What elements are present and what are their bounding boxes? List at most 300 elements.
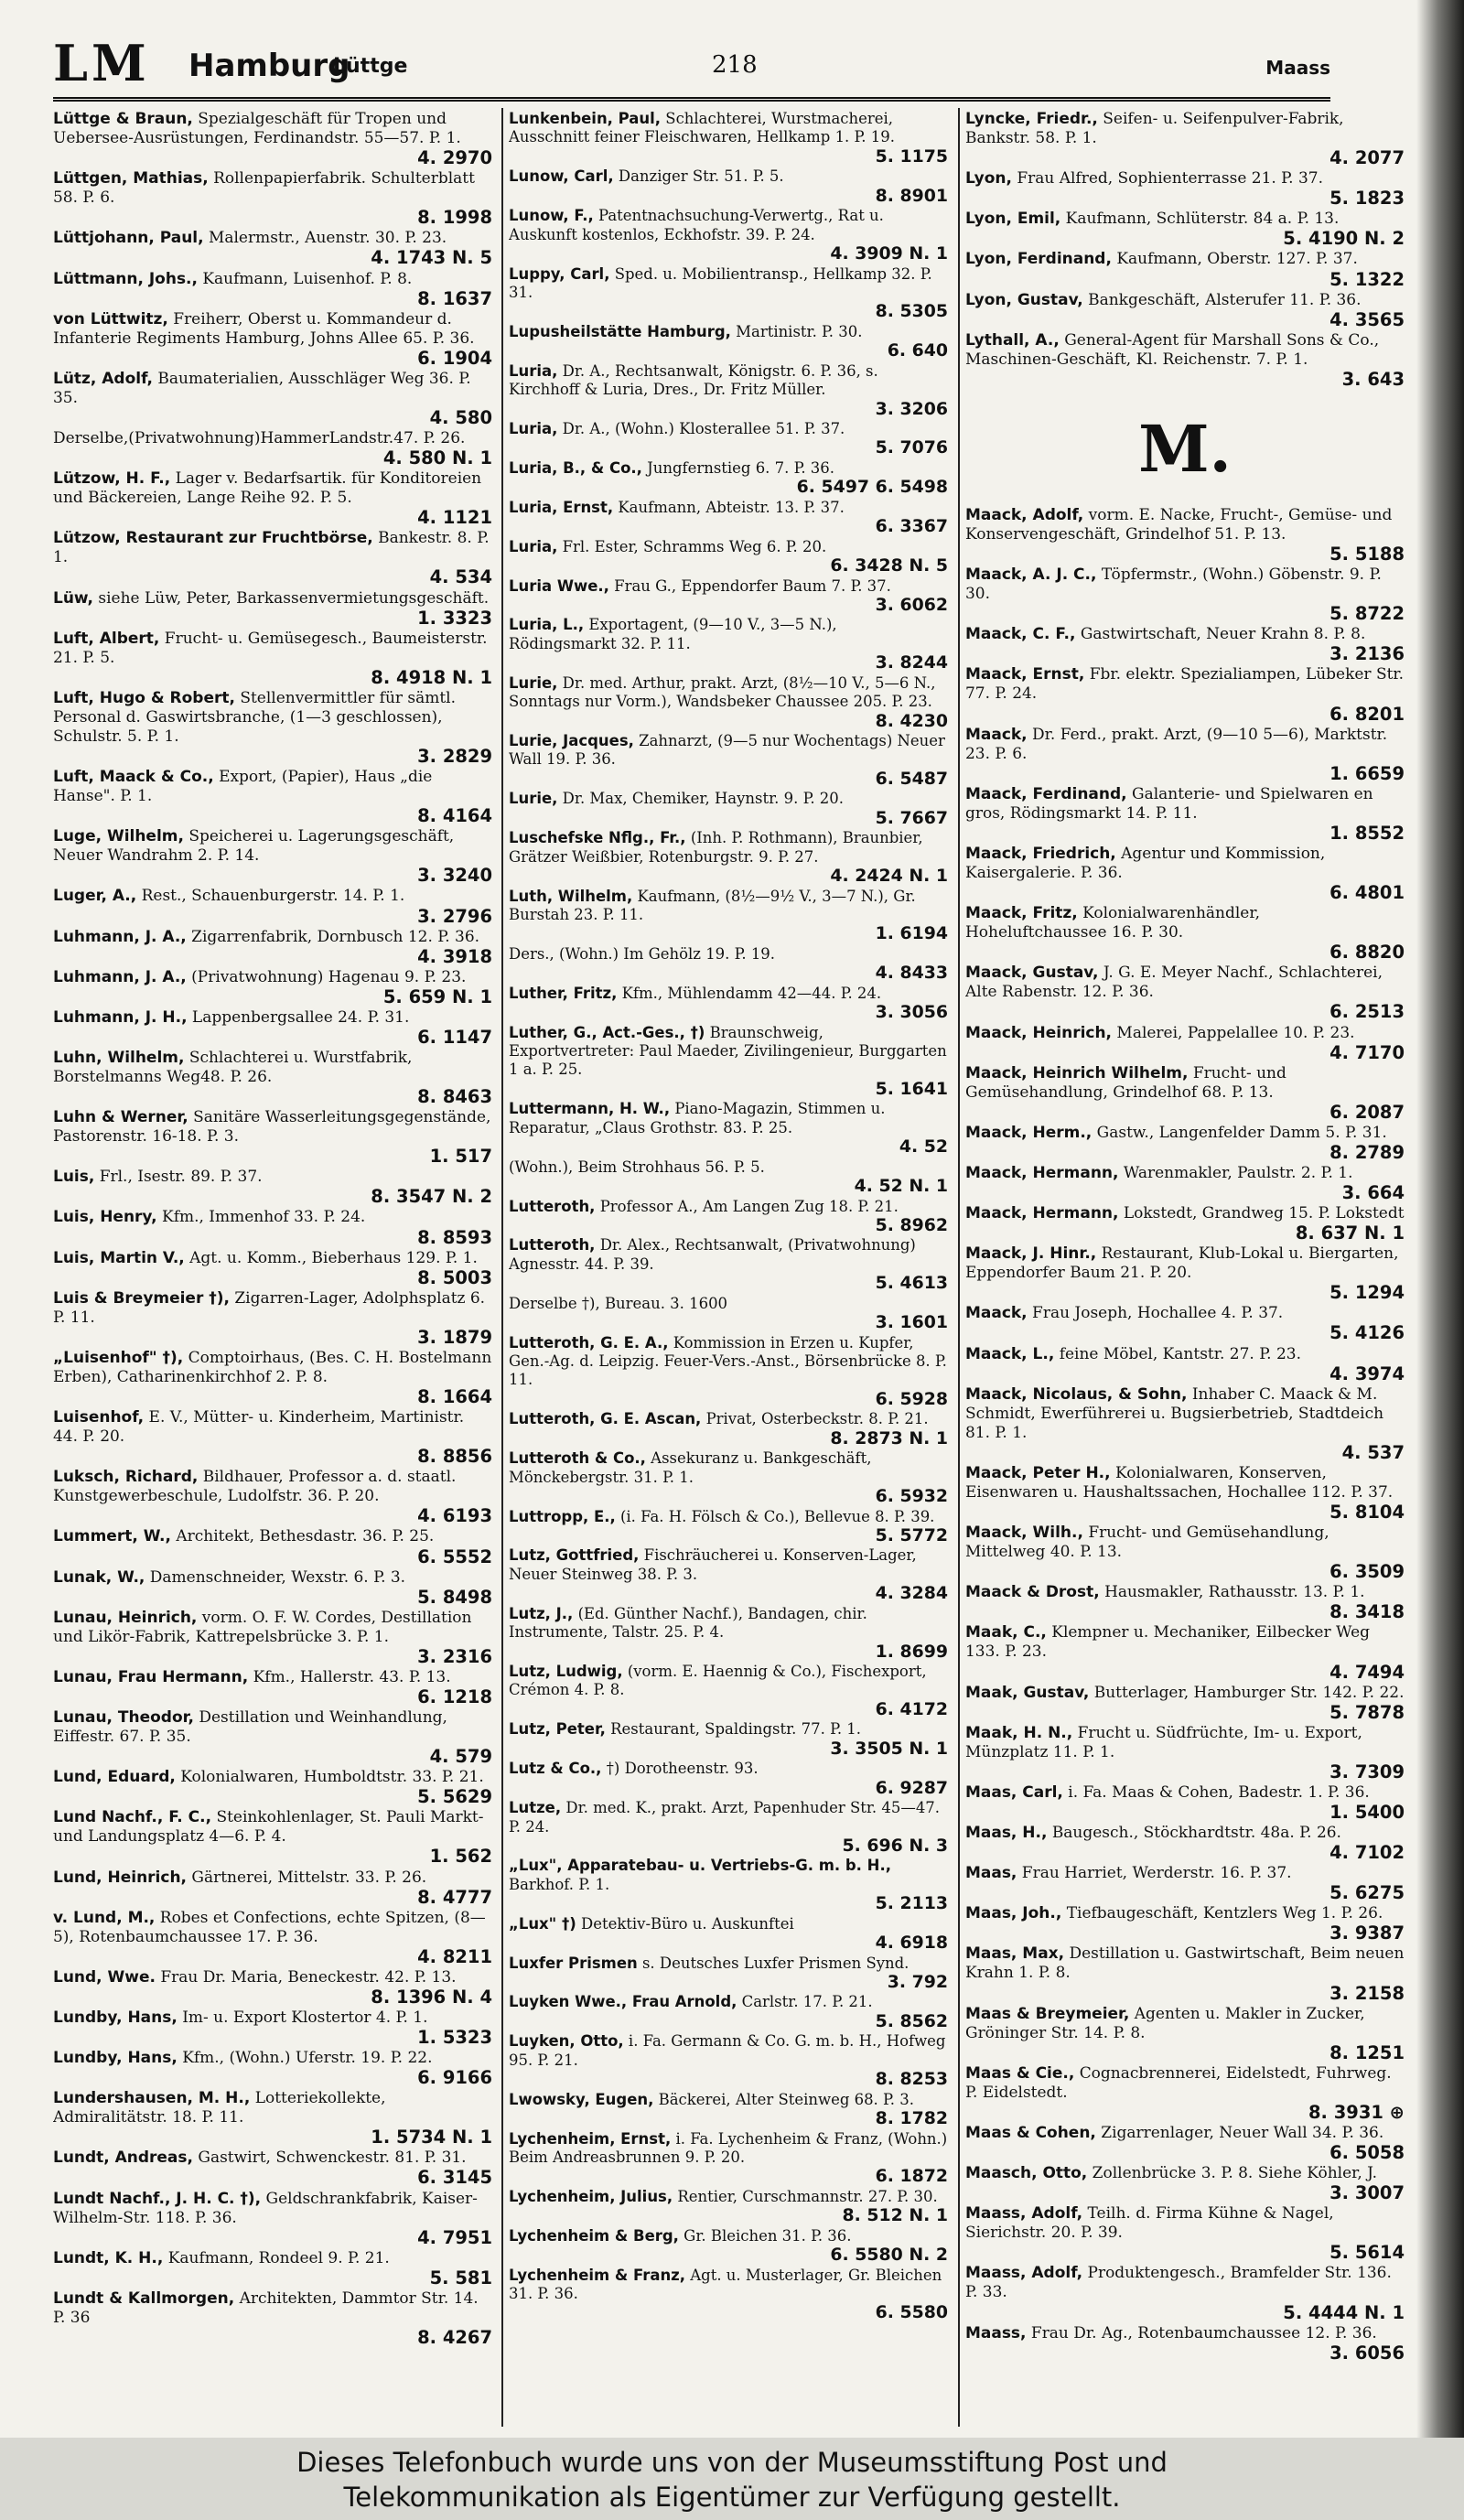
entry-phone: 4. 2424 N. 1 <box>830 866 948 887</box>
entry-name: Maack, <box>965 725 1028 744</box>
directory-entry <box>53 1349 492 1406</box>
entry-name: „Lux", Apparatebau- u. Vertriebs-G. m. b. H., <box>509 1857 891 1875</box>
directory-entry <box>965 1623 1405 1681</box>
entry-details: Warenmakler, Paulstr. 2. P. 1. <box>1123 1163 1353 1182</box>
entry-details: Cognacbrennerei, Eidelstedt, Fuhrweg. P. Eidelstedt. <box>965 2063 1392 2102</box>
entry-phone: 5. 4613 <box>875 1273 948 1294</box>
entry-details: Kfm., Hallerstr. 43. P. 13. <box>253 1667 451 1686</box>
entry-phone: 3. 6056 <box>1329 2342 1405 2364</box>
entry-name: Maass, Adolf, <box>965 2204 1083 2224</box>
entry-name: Lundt, K. H., <box>53 2248 164 2267</box>
directory-entry <box>965 2164 1405 2202</box>
entry-phone: 8. 637 N. 1 <box>1295 1222 1405 1244</box>
directory-entry <box>53 469 492 527</box>
entry-name: Maas, Carl, <box>965 1782 1063 1802</box>
entry-name: Maas & Cohen, <box>965 2123 1096 2142</box>
entry-phone: 4. 537 <box>1341 1441 1405 1463</box>
entry-details: Malermstr., Auenstr. 30. P. 23. <box>208 229 447 248</box>
entry-phone: 4. 1121 <box>417 507 492 529</box>
directory-entry <box>509 1024 948 1099</box>
entry-details: Kfm., Mühlendamm 42—44. P. 24. <box>621 984 882 1002</box>
entry-phone: 4. 8433 <box>875 963 948 984</box>
entry-name: Maass, <box>965 2323 1027 2342</box>
entry-phone: 8. 4267 <box>417 2326 492 2348</box>
entry-phone: 8. 512 N. 1 <box>842 2205 948 2226</box>
entry-phone: 4. 8211 <box>417 1945 492 1967</box>
entry-details: Hausmakler, Rathausstr. 13. P. 1. <box>1104 1583 1365 1602</box>
directory-entry <box>53 827 492 885</box>
entry-name: Lützow, Restaurant zur Fruchtbörse, <box>53 529 373 548</box>
directory-entry <box>53 1008 492 1047</box>
entry-name: Maack, Hermann, <box>965 1163 1119 1182</box>
entry-name: Lundershausen, M. H., <box>53 2089 251 2108</box>
entry-name: Maas & Breymeier, <box>965 2004 1130 2023</box>
directory-entry <box>53 2249 492 2288</box>
entry-details: Rest., Schauenburgerstr. 14. P. 1. <box>141 887 405 906</box>
entry-name: Maack, <box>965 1304 1028 1323</box>
entry-name: Lutteroth, <box>509 1197 596 1215</box>
entry-details: vorm. O. F. W. Cordes, Destillation und Likör-Fabrik, Kattrepelsbrücke 3. P. 1. <box>53 1608 472 1646</box>
entry-details: Töpfermstr., (Wohn.) Göbenstr. 9. P. 30. <box>965 565 1382 604</box>
entry-name: Luria, Ernst, <box>509 498 614 516</box>
entry-details: Dr. med. Arthur, prakt. Arzt, (8½—10 V., 5—6 N., Sonntags nur Vorm.), Wandsbeker Chaussee 205. P. 23. <box>509 673 936 711</box>
entry-name: Luhn & Werner, <box>53 1108 188 1127</box>
entry-name: Lüttjohann, Paul, <box>53 229 204 248</box>
header-city: Hamburg <box>188 48 350 84</box>
directory-entry <box>509 1955 948 1992</box>
entry-phone: 6. 8201 <box>1329 703 1405 725</box>
directory-entry <box>965 964 1405 1021</box>
entry-details: Zahnarzt, (9—5 nur Wochentags) Neuer Wall 19. P. 36. <box>509 732 945 769</box>
directory-entry <box>509 1295 948 1332</box>
entry-details: Lotteriekollekte, Admiralitätstr. 18. P. 11. <box>53 2089 386 2127</box>
header-rule <box>53 97 1330 102</box>
directory-entry <box>53 2008 492 2047</box>
entry-phone: 1. 562 <box>429 1846 492 1868</box>
directory-entry <box>965 2204 1405 2262</box>
entry-name: Lundby, Hans, <box>53 2008 178 2027</box>
entry-name: Luria, <box>509 420 558 437</box>
entry-phone: 6. 8820 <box>1329 942 1405 964</box>
entry-details: Baumaterialien, Ausschläger Weg 36. P. 35. <box>53 369 471 407</box>
directory-entry <box>509 420 948 458</box>
entry-details: Patentnachsuchung-Verwertg., Rat u. Auskunft kostenlos, Eckhofstr. 39. P. 24. <box>509 207 884 243</box>
entry-details: Stellenvermittler für sämtl. Personal d. Gaswirtsbranche, (1—3 geschlossen), Schulstr. 5. P. 1. <box>53 688 457 746</box>
entry-phone: 4. 7494 <box>1329 1661 1405 1683</box>
column-3 <box>965 110 1405 2425</box>
entry-name: Lutteroth, <box>509 1236 596 1255</box>
directory-entry <box>965 1904 1405 1943</box>
entry-phone: 5. 2113 <box>875 1893 948 1914</box>
entry-details: Bankgeschäft, Alsterufer 11. P. 36. <box>1088 290 1362 309</box>
entry-name: Lychenheim & Franz, <box>509 2266 686 2284</box>
directory-entry <box>53 529 492 587</box>
entry-name: Lund, Wwe. <box>53 1967 156 1987</box>
entry-details: Gastwirt, Schwenckestr. 81. P. 31. <box>198 2148 467 2168</box>
directory-entry <box>509 616 948 672</box>
entry-name: Lundt Nachf., J. H. C. †), <box>53 2189 262 2208</box>
directory-entry <box>965 2005 1405 2062</box>
entry-phone: 4. 6193 <box>417 1505 492 1527</box>
entry-details: Architekt, Bethesdastr. 36. P. 25. <box>176 1527 435 1546</box>
entry-phone: 3. 3007 <box>1329 2182 1405 2204</box>
entry-details: Baugesch., Stöckhardtstr. 48a. P. 26. <box>1051 1824 1341 1842</box>
entry-phone: 4. 3565 <box>1329 308 1405 330</box>
entry-name: Lychenheim, Ernst, <box>509 2129 672 2148</box>
entry-name: Lund Nachf., F. C., <box>53 1808 212 1827</box>
entry-phone: 6. 5487 <box>875 768 948 789</box>
entry-name: Lutz, Gottfried, <box>509 1546 640 1565</box>
entry-phone: 6. 640 <box>887 340 948 361</box>
directory-entry <box>509 1100 948 1156</box>
directory-entry <box>509 538 948 576</box>
entry-phone: 6. 2087 <box>1329 1101 1405 1123</box>
entry-phone: 8. 3418 <box>1329 1601 1405 1623</box>
entry-name: Luis, Martin V., <box>53 1248 185 1267</box>
header-last-entry: Maass <box>1265 57 1330 79</box>
entry-name: Lund, Eduard, <box>53 1768 176 1787</box>
directory-entry <box>53 1468 492 1525</box>
directory-entry <box>509 2188 948 2225</box>
entry-details: Im- u. Export Klostertor 4. P. 1. <box>182 2008 428 2027</box>
directory-entry <box>509 1334 948 1409</box>
entry-phone: 4. 52 N. 1 <box>854 1176 948 1197</box>
entry-details: Kfm., Immenhof 33. P. 24. <box>162 1208 366 1227</box>
entry-details: Bankestr. 8. P. 1. <box>53 529 490 567</box>
entry-name: Luhmann, J. H., <box>53 1007 188 1027</box>
entry-phone: 1. 8552 <box>1329 822 1405 844</box>
entry-phone: 3. 1879 <box>417 1326 492 1348</box>
entry-details: Agt. u. Musterlager, Gr. Bleichen 31. P. 36. <box>509 2266 942 2302</box>
entry-phone: 8. 8253 <box>875 2069 948 2090</box>
entry-name: Luhmann, J. A., <box>53 927 187 946</box>
entry-phone: 8. 1396 N. 4 <box>371 1986 492 2008</box>
entry-name: Maack, Ferdinand, <box>965 784 1127 803</box>
entry-details: Zollenbrücke 3. P. 8. Siehe Köhler, J. <box>1092 2164 1378 2183</box>
entry-phone: 4. 1743 N. 5 <box>371 247 492 269</box>
entry-phone: 8. 3931 ⊕ <box>1308 2101 1405 2123</box>
entry-name: Maack, Fritz, <box>965 904 1078 923</box>
entry-phone: 4. 580 N. 1 <box>382 447 492 469</box>
directory-entry <box>965 210 1405 248</box>
directory-entry <box>509 1799 948 1855</box>
entry-name: Lurie, Jacques, <box>509 732 634 749</box>
directory-entry <box>509 1857 948 1912</box>
entry-name: Lutz, J., <box>509 1604 574 1622</box>
entry-details: Seifen- u. Seifenpulver-Fabrik, Bankstr. 58. P. 1. <box>965 110 1344 148</box>
entry-name: Lundt & Kallmorgen, <box>53 2288 235 2308</box>
entry-phone: 8. 2873 N. 1 <box>830 1427 948 1448</box>
directory-entry <box>509 167 948 205</box>
entry-details: Martinistr. P. 30. <box>736 322 863 340</box>
entry-name: Luyken Wwe., Frau Arnold, <box>509 1993 737 2011</box>
entry-details: Frau G., Eppendorfer Baum 7. P. 37. <box>614 576 891 595</box>
directory-entry <box>53 1408 492 1466</box>
entry-details: Agt. u. Komm., Bieberhaus 129. P. 1. <box>189 1248 478 1267</box>
entry-phone: 3. 664 <box>1341 1182 1405 1203</box>
entry-phone: 3. 3505 N. 1 <box>830 1738 948 1759</box>
entry-details: Freiherr, Oberst u. Kommandeur d. Infanterie Regiments Hamburg, Johns Allee 65. P. 36. <box>53 309 475 348</box>
entry-details: Derselbe †), Bureau. 3. 1600 <box>509 1294 728 1312</box>
entry-details: Frl. Ester, Schramms Weg 6. P. 20. <box>562 537 827 555</box>
entry-details: Frau Dr. Maria, Beneckestr. 42. P. 13. <box>160 1967 457 1987</box>
entry-details: Schlachterei u. Wurstfabrik, Borstelmanns Weg48. P. 26. <box>53 1048 413 1086</box>
entry-details: Dr. Ferd., prakt. Arzt, (9—10 5—6), Marktstr. 23. P. 6. <box>965 725 1388 763</box>
directory-entry <box>53 1768 492 1806</box>
entry-phone: 6. 5552 <box>417 1545 492 1567</box>
entry-phone: 5. 8962 <box>875 1214 948 1235</box>
entry-name: Lutz, Ludwig, <box>509 1663 623 1680</box>
entry-phone: 4. 52 <box>899 1136 948 1158</box>
entry-name: Lunau, Heinrich, <box>53 1608 198 1627</box>
entry-details: Kaufmann, Rondeel 9. P. 21. <box>167 2248 390 2267</box>
entry-details: Frl., Isestr. 89. P. 37. <box>99 1168 263 1187</box>
entry-phone: 1. 517 <box>429 1146 492 1168</box>
entry-details: Bildhauer, Professor a. d. staatl. Kunstgewerbeschule, Ludolfstr. 36. P. 20. <box>53 1468 457 1506</box>
entry-details: Barkhof. P. 1. <box>509 1875 610 1893</box>
entry-name: Luyken, Otto, <box>509 2032 624 2051</box>
entry-phone: 6. 3145 <box>417 2167 492 2189</box>
entry-details: Frucht- u. Gemüsegesch., Baumeisterstr. 21. P. 5. <box>53 629 488 667</box>
entry-phone: 5. 1823 <box>1329 188 1405 210</box>
entry-details: Zigarren-Lager, Adolphsplatz 6. P. 11. <box>53 1288 486 1327</box>
directory-entry <box>509 2267 948 2322</box>
entry-details: Ders., (Wohn.) Im Gehölz 19. P. 19. <box>509 944 776 963</box>
directory-entry <box>53 1049 492 1106</box>
entry-name: Luis, <box>53 1168 95 1187</box>
directory-entry <box>53 2289 492 2347</box>
entry-details: i. Fa. Maas & Cohen, Badestr. 1. P. 36. <box>1068 1782 1370 1802</box>
entry-details: Destillation u. Gastwirtschaft, Beim neuen Krahn 1. P. 8. <box>965 1944 1405 1983</box>
entry-name: Lyon, Gustav, <box>965 290 1083 309</box>
entry-name: Lurie, <box>509 790 558 808</box>
entry-phone: 3. 2796 <box>417 905 492 927</box>
entry-details: Kolonialwaren, Konserven, Eisenwaren u. Haushaltssachen, Hochallee 112. P. 37. <box>965 1463 1394 1502</box>
entry-details: (Wohn.), Beim Strohhaus 56. P. 5. <box>509 1158 765 1176</box>
entry-details: Gastw., Langenfelder Damm 5. P. 31. <box>1096 1123 1387 1142</box>
entry-phone: 5. 8498 <box>417 1586 492 1608</box>
entry-name: Lyon, Ferdinand, <box>965 250 1112 269</box>
entry-name: Maas, Joh., <box>965 1904 1062 1923</box>
entry-phone: 8. 1251 <box>1329 2041 1405 2063</box>
entry-phone: 4. 580 <box>429 406 492 428</box>
directory-entry <box>965 726 1405 783</box>
entry-name: Maack, Hermann, <box>965 1204 1119 1223</box>
entry-phone: 5. 4126 <box>1329 1322 1405 1344</box>
entry-name: Lund, Heinrich, <box>53 1868 187 1887</box>
header-letters: LM <box>53 34 150 92</box>
entry-phone: 8. 1664 <box>417 1386 492 1407</box>
entry-details: Braunschweig, Exportvertreter: Paul Maeder, Zivilingenieur, Burggarten 1 a. P. 25. <box>509 1023 947 1079</box>
directory-entry <box>53 2089 492 2147</box>
entry-phone: 8. 5305 <box>875 301 948 322</box>
directory-entry <box>509 1158 948 1196</box>
entry-phone: 5. 7076 <box>875 437 948 458</box>
entry-phone: 5. 4444 N. 1 <box>1283 2301 1405 2323</box>
directory-entry <box>53 887 492 925</box>
entry-phone: 5. 5188 <box>1329 544 1405 565</box>
entry-name: Luther, Fritz, <box>509 984 618 1002</box>
directory-entry <box>509 1915 948 1953</box>
entry-name: Lüttmann, Johs., <box>53 269 198 288</box>
entry-phone: 3. 792 <box>887 1972 948 1992</box>
entry-name: Luisenhof, <box>53 1408 145 1427</box>
directory-entry <box>965 1024 1405 1062</box>
entry-name: Lyncke, Friedr., <box>965 110 1098 128</box>
directory-entry <box>509 2032 948 2088</box>
entry-name: Lüttgen, Mathias, <box>53 169 209 188</box>
entry-phone: 6. 5932 <box>875 1486 948 1507</box>
directory-entry <box>965 1385 1405 1462</box>
entry-name: Luhmann, J. A., <box>53 967 187 986</box>
entry-details: Butterlager, Hamburger Str. 142. P. 22. <box>1093 1683 1405 1702</box>
directory-entry <box>53 1968 492 2007</box>
directory-entry <box>509 888 948 943</box>
entry-name: Lyon, Emil, <box>965 210 1061 229</box>
entry-phone: 5. 696 N. 3 <box>842 1835 948 1856</box>
directory-entry <box>965 785 1405 843</box>
directory-entry <box>509 945 948 983</box>
entry-name: Luttermann, H. W., <box>509 1100 671 1118</box>
entry-name: Lunkenbein, Paul, <box>509 110 662 127</box>
entry-details: (vorm. E. Haennig & Co.), Fischexport, Crémon 4. P. 8. <box>509 1663 927 1699</box>
entry-phone: 6. 1147 <box>417 1026 492 1048</box>
entry-name: Luria, <box>509 537 558 555</box>
entry-details: Klempner u. Mechaniker, Eilbecker Weg 133. P. 23. <box>965 1623 1370 1662</box>
entry-name: „Lux" †) <box>509 1914 576 1933</box>
directory-entry <box>53 1168 492 1206</box>
entry-name: Lütz, Adolf, <box>53 369 153 388</box>
entry-name: Maak, C., <box>965 1623 1047 1642</box>
column-divider <box>501 108 503 2427</box>
entry-name: Lunow, F., <box>509 207 594 225</box>
entry-name: Luft, Albert, <box>53 629 160 648</box>
directory-entry <box>509 577 948 615</box>
entry-name: Maas, H., <box>965 1824 1048 1842</box>
directory-entry <box>509 985 948 1022</box>
directory-entry <box>509 1663 948 1718</box>
entry-name: Lunau, Frau Hermann, <box>53 1667 249 1686</box>
entry-name: von Lüttwitz, <box>53 309 168 328</box>
entry-details: (Ed. Günther Nachf.), Bandagen, chir. Instrumente, Talstr. 25. P. 4. <box>509 1604 867 1642</box>
column-1 <box>53 110 492 2425</box>
entry-details: Dr. A., (Wohn.) Klosterallee 51. P. 37. <box>562 420 845 437</box>
entry-phone: 6. 2513 <box>1329 1001 1405 1023</box>
directory-entry <box>509 265 948 321</box>
directory-entry <box>965 1244 1405 1302</box>
directory-entry <box>509 1760 948 1797</box>
directory-entry <box>509 1993 948 2030</box>
entry-details: Robes et Confections, echte Spitzen, (8—5), Rotenbaumchaussee 17. P. 36. <box>53 1908 486 1946</box>
directory-entry <box>53 1609 492 1666</box>
directory-entry <box>509 1236 948 1292</box>
entry-phone: 1. 8699 <box>875 1641 948 1662</box>
entry-details: Frucht- und Gemüsehandlung, Mittelweg 40. P. 13. <box>965 1524 1329 1562</box>
directory-entry <box>965 2064 1405 2122</box>
directory-entry <box>53 2190 492 2247</box>
entry-details: Teilh. d. Firma Kühne & Nagel, Sierichstr. 20. P. 39. <box>965 2204 1334 2243</box>
directory-entry <box>53 110 492 167</box>
directory-entry <box>53 689 492 766</box>
directory-entry <box>965 625 1405 663</box>
entry-name: Maack, J. Hinr., <box>965 1244 1097 1264</box>
page-number: 218 <box>712 51 758 79</box>
entry-details: Geldschrankfabrik, Kaiser-Wilhelm-Str. 118. P. 36. <box>53 2189 478 2227</box>
entry-name: Lutze, <box>509 1799 562 1817</box>
directory-entry <box>509 1449 948 1505</box>
entry-details: E. V., Mütter- u. Kinderheim, Martinistr. 44. P. 20. <box>53 1408 465 1447</box>
entry-phone: 6. 9287 <box>875 1777 948 1798</box>
entry-phone: 3. 2158 <box>1329 1982 1405 2004</box>
directory-entry <box>965 904 1405 962</box>
directory-entry <box>509 207 948 263</box>
entry-name: Lwowsky, Eugen, <box>509 2090 654 2108</box>
entry-details: Piano-Magazin, Stimmen u. Reparatur, „Claus Grothstr. 83. P. 25. <box>509 1100 886 1136</box>
entry-phone: 1. 6659 <box>1329 762 1405 784</box>
directory-entry <box>509 674 948 730</box>
entry-details: Kaufmann, Luisenhof. P. 8. <box>202 269 413 288</box>
entry-phone: 4. 3974 <box>1329 1362 1405 1384</box>
entry-name: Luria, L., <box>509 616 585 634</box>
entry-name: Lunau, Theodor, <box>53 1708 194 1727</box>
directory-entry <box>509 1546 948 1602</box>
directory-entry <box>53 968 492 1007</box>
entry-details: s. Deutsches Luxfer Prismen Synd. <box>641 1954 910 1972</box>
entry-details: Kfm., (Wohn.) Uferstr. 19. P. 22. <box>182 2049 433 2068</box>
entry-phone: 4. 579 <box>429 1746 492 1768</box>
directory-entry <box>965 665 1405 723</box>
directory-entry <box>53 1527 492 1566</box>
entry-phone: 5. 4190 N. 2 <box>1283 228 1405 250</box>
entry-details: Dr. A., Rechtsanwalt, Königstr. 6. P. 36, s. Kirchhoff & Luria, Dres., Dr. Fritz Müller. <box>509 361 878 399</box>
entry-phone: 5. 1294 <box>1329 1282 1405 1304</box>
directory-entry <box>509 1198 948 1235</box>
entry-phone: 8. 1998 <box>417 207 492 229</box>
entry-phone: 3. 2136 <box>1329 643 1405 665</box>
entry-phone: 5. 5629 <box>417 1786 492 1808</box>
column-3-l-entries <box>965 110 1405 389</box>
entry-phone: 4. 3909 N. 1 <box>830 243 948 264</box>
entry-phone: 8. 2789 <box>1329 1141 1405 1163</box>
entry-phone: 4. 2077 <box>1329 147 1405 169</box>
entry-details: i. Fa. Germann & Co. G. m. b. H., Hofweg 95. P. 21. <box>509 2032 946 2069</box>
entry-details: siehe Lüw, Peter, Barkassenvermietungsgeschäft. <box>98 588 490 608</box>
entry-details: Gr. Bleichen 31. P. 36. <box>684 2226 852 2245</box>
entry-name: Luria, <box>509 361 558 380</box>
entry-phone: 3. 3206 <box>875 398 948 419</box>
entry-details: Bäckerei, Alter Steinweg 68. P. 3. <box>658 2090 914 2108</box>
entry-phone: 3. 2316 <box>417 1645 492 1667</box>
entry-phone: 5. 7667 <box>875 807 948 828</box>
directory-entry <box>509 2227 948 2265</box>
directory-entry <box>53 1208 492 1246</box>
entry-name: Lychenheim & Berg, <box>509 2226 679 2245</box>
directory-entry <box>53 229 492 267</box>
page-header <box>53 35 1330 92</box>
entry-phone: 6. 3367 <box>875 516 948 537</box>
entry-details: Fischräucherei u. Konserven-Lager, Neuer Steinweg 38. P. 3. <box>509 1546 917 1583</box>
entry-phone: 3. 7309 <box>1329 1761 1405 1782</box>
entry-phone: 4. 6918 <box>875 1933 948 1954</box>
directory-entry <box>53 1568 492 1607</box>
entry-name: Maas & Cie., <box>965 2063 1075 2083</box>
entry-name: Lundby, Hans, <box>53 2049 178 2068</box>
entry-phone: 6. 3509 <box>1329 1561 1405 1583</box>
entry-details: Gastwirtschaft, Neuer Krahn 8. P. 8. <box>1080 625 1366 644</box>
entry-phone: 8. 4777 <box>417 1886 492 1908</box>
directory-entry <box>965 1124 1405 1162</box>
entry-phone: 5. 8104 <box>1329 1502 1405 1523</box>
